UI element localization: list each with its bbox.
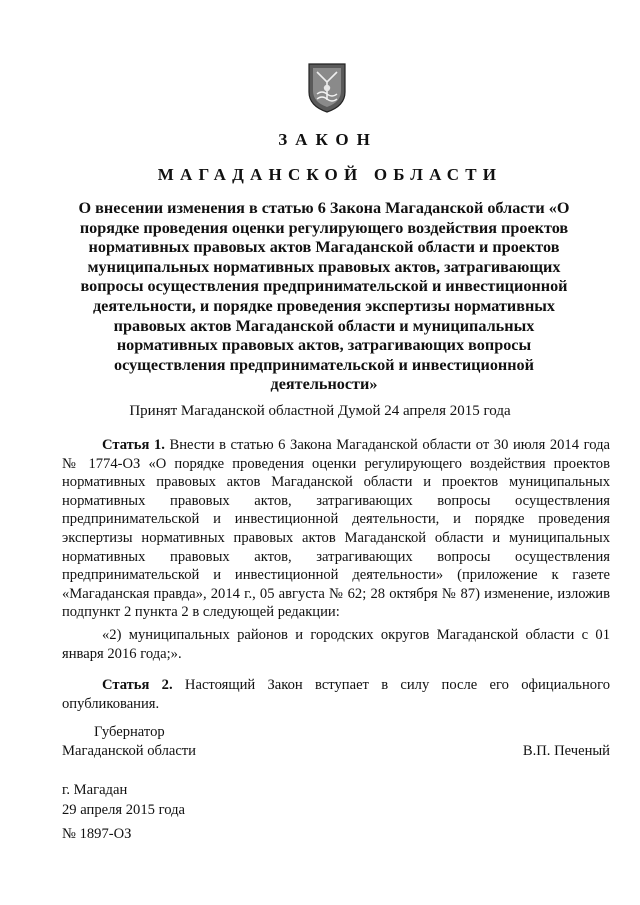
adoption-line: Принят Магаданской областной Думой 24 апреля 2015 года	[129, 403, 511, 419]
signer-position-line1: Губернатор	[94, 724, 165, 740]
article-2-label: Статья 2.	[102, 677, 173, 693]
article-1-label: Статья 1.	[102, 437, 165, 453]
article-1-text: Внести в статью 6 Закона Магаданской области от 30 июля 2014 года № 1774-ОЗ «О порядке проведения оценки регулирующего воздействия проектов нормативных правовых актов Магаданской области и проектов муниципальных нормативных правовых актов, затрагивающих вопросы осуществления предпринимательской и инвестиционной деятельности, и порядке проведения экспертизы нормативных правовых актов Магаданской области и муниципальных нормативных правовых актов, затрагивающих вопросы осуществления предпринимательской и инвестиционной деятельности» (приложение к газете «Магаданская правда», 2014 г., 05 августа № 62; 28 октября № 87) изменение, изложив подпункт 2 пункта 2 в следующей редакции:	[62, 437, 610, 621]
signer-position-line2: Магаданской области	[62, 743, 196, 759]
amendment-quote: «2) муниципальных районов и городских округов Магаданской области с 01 января 2016 года;».	[62, 627, 610, 662]
coat-of-arms-icon	[305, 60, 349, 114]
article-2-paragraph	[62, 676, 610, 713]
article-1-paragraph	[62, 436, 610, 622]
region-title: МАГАДАНСКОЙ ОБЛАСТИ	[157, 165, 503, 184]
signing-date: 29 апреля 2015 года	[62, 802, 185, 818]
law-number: № 1897-ОЗ	[62, 826, 132, 842]
article-2-text: Настоящий Закон вступает в силу после его официального опубликования.	[62, 677, 610, 712]
law-subtitle: О внесении изменения в статью 6 Закона Магаданской области «О порядке проведения оценки регулирующего воздействия проектов нормативных правовых актов Магаданской области и проектов муниципальных нормативных правовых актов, затрагивающих вопросы осуществления предпринимательской и инвестиционной деятельности, и порядке проведения экспертизы нормативных правовых актов Магаданской области и муниципальных нормативных правовых актов, затрагивающих вопросы осуществления предпринимательской и инвестиционной деятельности»	[78, 199, 570, 394]
document-title: ЗАКОН	[278, 130, 378, 149]
signer-name: В.П. Печеный	[522, 743, 610, 759]
signature-row	[62, 742, 610, 761]
signing-city: г. Магадан	[62, 782, 128, 798]
signature-block	[62, 723, 610, 761]
